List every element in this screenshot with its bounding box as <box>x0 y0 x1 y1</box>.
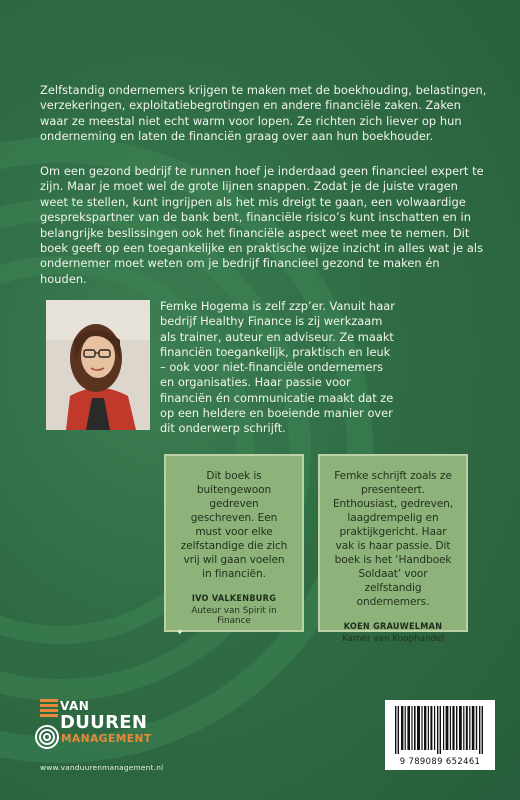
sparkle-icon: ✦ <box>176 628 184 638</box>
quote-box-ivo <box>164 454 304 632</box>
quote-text: Dit boek is buitengewoon gedreven geschreven. Een must voor elke zelfstandige die zich vrij wil gaan voelen in financiën. <box>180 470 288 580</box>
isbn-number: 9 789089 652461 <box>399 756 481 766</box>
description-paragraph-1: Zelfstandig ondernemers krijgen te maken met de boekhouding, belastingen, verzekeringen, exploitatiebegrotingen en andere financiële zaken. Zaken waar ze meestal niet echt warm voor lopen. Ze richten zich liever op hun onderneming en laten de financiën graag over aan hun boekhouder. <box>40 83 487 144</box>
author-bio: Femke Hogema is zelf zzp’er. Vanuit haar bedrijf Healthy Finance is zij werkzaam als trainer, auteur en adviseur. Ze maakt financiën toegankelijk, praktisch en leuk – ook voor niet-financiële ondernemers en organisaties. Haar passie voor financiën én communicatie maakt dat ze op een heldere en boeiende manier over dit onderwerp schrijft. <box>160 299 395 436</box>
quote-text: Femke schrijft zoals ze presenteert. Enthousiast, gedreven, laagdrempelig en praktijkgericht. Haar vak is haar passie. Dit boek is het ‘Handboek Soldaat’ voor zelfstandig ondernemers. <box>332 470 454 608</box>
barcode-graphic <box>385 700 495 756</box>
publisher-url: www.vanduurenmanagement.nl <box>40 763 164 772</box>
logo-text-management: MANAGEMENT <box>61 733 152 745</box>
author-photo <box>46 300 150 430</box>
quote-box-koen <box>318 454 468 644</box>
quote-author-name: KOEN GRAUWELMAN <box>343 622 443 632</box>
quote-author-name: IVO VALKENBURG <box>191 594 277 604</box>
isbn-barcode <box>385 700 495 770</box>
quote-author-role: Kamer van Koophandel <box>341 634 445 644</box>
publisher-logo <box>38 697 178 752</box>
logo-text-duuren: DUUREN <box>60 712 148 733</box>
description-paragraph-2: Om een gezond bedrijf te runnen hoef je inderdaad geen financieel expert te zijn. Maar je moet wel de grote lijnen snappen. Zodat je de juiste vragen weet te stellen, kunt ingrijpen als het mis dreigt te gaan, een volwaardige gesprekspartner van de bank bent, financiële risico’s kunt inschatten en in belangrijke beslissingen ook het financiële aspect weet mee te nemen. Dit boek geeft op een toegankelijke en praktische wijze inzicht in alles wat je als ondernemer moet weten om je bedrijf financieel gezond te maken én houden. <box>40 164 484 286</box>
logo-text-van: VAN <box>60 699 90 713</box>
quote-author-role: Auteur van Spirit in Finance <box>191 606 277 626</box>
